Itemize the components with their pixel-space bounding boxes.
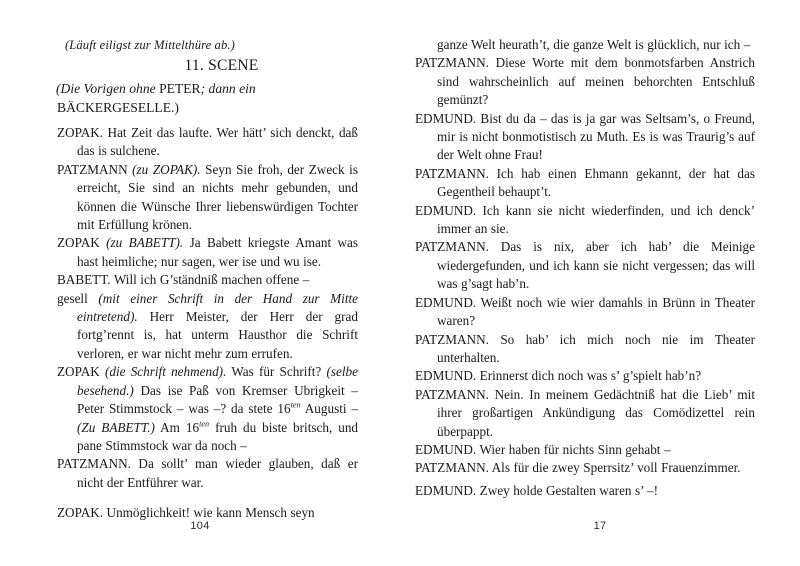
speaker-name: EDMUND. <box>415 202 477 218</box>
speech-text-2: Das ise Paß von Kremser Ubrigkeit – Peter Stimmstock – was –? da stete 16 <box>77 382 358 417</box>
speech-line <box>415 294 755 331</box>
speech-line <box>415 331 755 368</box>
speech-text: Seyn Sie froh, der Zweck is erreicht, Sie sind an nichts mehr gebunden, und können die Wünsche Ihrer liebenswürdigen Tochter mit Erfüllung krönen. <box>77 161 358 233</box>
speech-line <box>57 161 358 235</box>
speech-line <box>415 202 755 239</box>
right-page-text-column <box>415 36 755 500</box>
speech-line <box>57 363 358 455</box>
speech-text: Will ich G’ständniß machen offene – <box>110 272 310 288</box>
speaker-name: PATZMANN. <box>415 386 489 402</box>
speaker-name: EDMUND. <box>415 294 477 310</box>
speaker-name: ZOPAK. <box>57 125 104 140</box>
speech-text: Bist du da – das is ja gar was Seltsam’s, o Freund, mir is nicht bonmotistisch zu Muth. Es is was Traurig’s auf der Welt ohne Frau! <box>437 110 755 163</box>
speech-line <box>57 290 358 364</box>
speaker-name: ZOPAK <box>57 235 100 251</box>
speaker-name: EDMUND. <box>415 482 477 498</box>
speech-line <box>57 234 358 271</box>
speech-line <box>57 455 358 492</box>
stage-direction-inline-3: (Zu BABETT.) <box>77 419 155 435</box>
speaker-name: PATZMANN <box>57 161 128 177</box>
ordinal-superscript: ten <box>290 400 301 410</box>
page-number-left: 104 <box>190 520 210 532</box>
speech-line <box>415 459 755 477</box>
cast-note-prefix: (Die Vorigen ohne <box>56 81 160 96</box>
speech-text: Erinnerst dich noch was s’ g’spielt hab’n? <box>476 368 702 384</box>
ordinal-superscript: ten <box>199 419 210 429</box>
speech-text: Diese Worte mit dem bonmotsfarben Anstrich sind wahrscheinlich auf meinen behorchten Entschluß gemünzt? <box>437 55 755 108</box>
stage-direction-inline: (die Schrift nehmend). <box>99 364 227 380</box>
speech-text-4: Am 16 <box>154 419 200 435</box>
speaker-name: PATZMANN. <box>415 55 489 71</box>
speech-text: Was für Schrift? <box>226 364 327 380</box>
speech-text: Hat Zeit das laufte. Wer hätt’ sich denckt, daß das is sulchene. <box>77 125 358 159</box>
speech-line <box>415 367 755 385</box>
stage-direction-inline: (zu ZOPAK). <box>127 161 201 177</box>
speech-text-3: Augusti – <box>300 401 358 417</box>
speaker-name: EDMUND. <box>415 368 477 384</box>
speech-line <box>415 386 755 441</box>
speech-text: Wier haben für nichts Sinn gehabt – <box>476 441 671 457</box>
speaker-name: BABETT. <box>57 272 111 288</box>
speaker-name: PATZMANN. <box>415 165 489 181</box>
speaker-name: EDMUND. <box>415 110 477 126</box>
carryover-speech-line <box>415 36 755 54</box>
speech-line <box>57 271 358 289</box>
speaker-name: PATZMANN. <box>415 460 489 476</box>
stage-direction-inline: (mit einer Schrift in der Hand zur Mitte eintretend). <box>77 290 358 325</box>
carryover-text: ganze Welt heurath’t, die ganze Welt is glücklich, nur ich – <box>437 37 751 52</box>
speaker-name: PATZMANN. <box>415 239 489 255</box>
stage-direction-inline: (zu BABETT). <box>99 235 184 251</box>
speech-line <box>415 165 755 202</box>
speech-text: Das is nix, aber ich hab’ die Meinige wiedergefunden, und ich kann sie nicht vergessen; das will was g’sagt hab’n. <box>437 239 755 292</box>
left-page-text-column <box>57 36 358 523</box>
speaker-name: PATZMANN. <box>415 331 489 347</box>
speaker-name: EDMUND. <box>415 441 477 457</box>
speech-line <box>415 441 755 459</box>
cast-note-second: BÄCKERGESELLE.) <box>57 100 179 115</box>
speaker-name: gesell <box>57 290 88 306</box>
scene-heading: 11. SCENE <box>184 57 259 74</box>
speech-line <box>415 110 755 165</box>
right-page <box>400 0 800 566</box>
speaker-name: ZOPAK <box>57 364 100 380</box>
speech-text: Ich kann sie nicht wiederfinden, und ich denck’ immer an sie. <box>437 202 755 237</box>
speech-text: Herr Meister, der Herr der grad fortg’rennt is, hat unterm Hausthor die Schrift verloren, er war nicht mehr zum errufen. <box>77 309 358 361</box>
speaker-name: ZOPAK. <box>57 505 104 521</box>
speech-text-5: fruh du biste britsch, und pane Stimmstock war da noch – <box>77 419 359 453</box>
speech-text: Ja Babett kriegste Amant was hast heimliche; nur sagen, wer ise und wu ise. <box>77 235 358 269</box>
cast-note-name: PETER <box>159 81 201 96</box>
speech-text: Da sollt’ man wieder glauben, daß er nicht der Entführer war. <box>77 456 358 490</box>
speech-text: Nein. In meinem Gedächtniß hat die Lieb’ mit ihrer großartigen Ankündigung das Comödizettel rein überpappt. <box>437 386 755 439</box>
speech-line <box>415 54 755 109</box>
speech-line <box>415 238 755 293</box>
stage-direction-exit: (Läuft eiligst zur Mittelthüre ab.) <box>65 38 235 52</box>
stage-direction-inline-2: (selbe besehend.) <box>77 364 359 398</box>
speech-text: So hab’ ich mich noch nie im Theater unterhalten. <box>437 331 755 365</box>
speech-line <box>415 482 755 500</box>
page-number-right: 17 <box>593 520 607 532</box>
speech-text: Unmöglichkeit! wie kann Mensch seyn <box>103 505 315 521</box>
speech-text: Ich hab einen Ehmann gekannt, der hat das Gegentheil behaupt’t. <box>437 165 755 200</box>
speech-text: Weißt noch wie wier damahls in Brünn in Theater waren? <box>437 294 755 329</box>
speaker-name: PATZMANN. <box>57 456 131 472</box>
speech-text: Als für die zwey Sperrsitz’ voll Frauenzimmer. <box>488 460 741 476</box>
speech-line <box>57 124 358 161</box>
cast-note-mid: ; dann ein <box>200 81 256 96</box>
speech-text: Zwey holde Gestalten waren s’ –! <box>476 482 659 498</box>
scene-cast-note <box>57 79 358 117</box>
